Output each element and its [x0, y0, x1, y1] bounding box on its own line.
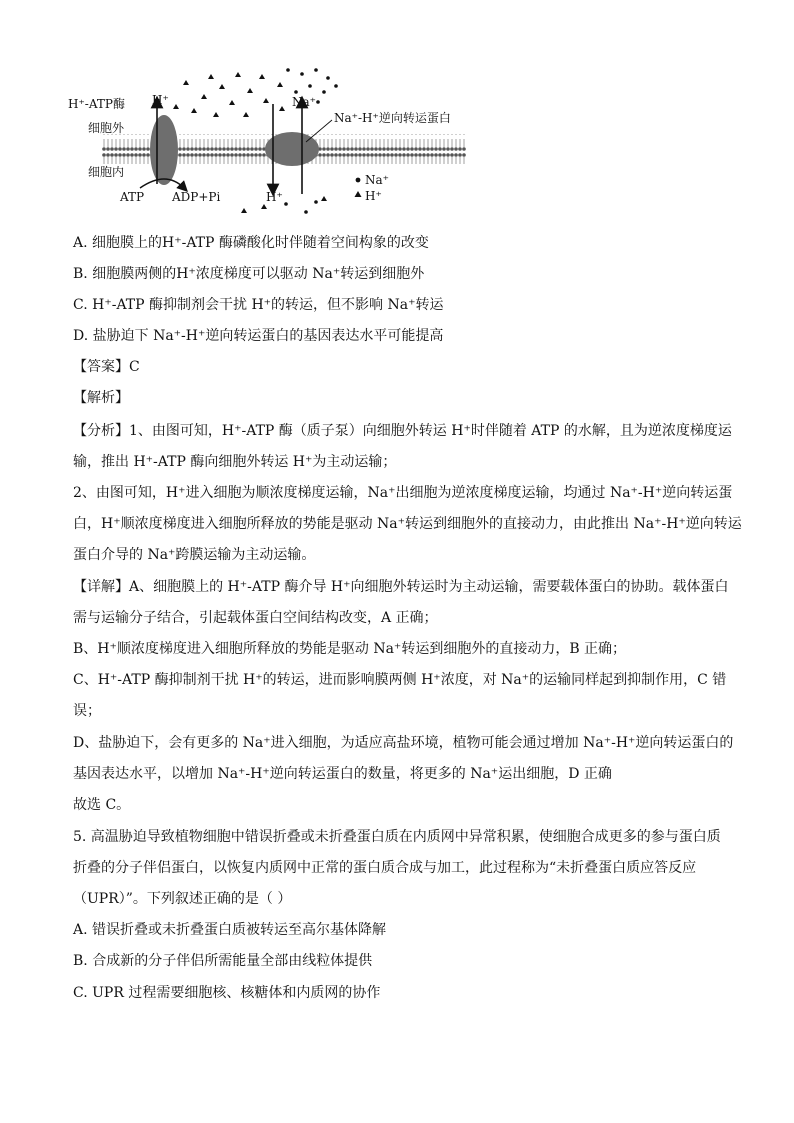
- legend-h-triangle: [355, 191, 362, 197]
- option-a: A. 细胞膜上的H⁺-ATP 酶磷酸化时伴随着空间构象的改变: [73, 235, 429, 251]
- detail-line-7: 基因表达水平，以增加 Na⁺-H⁺逆向转运蛋白的数量，将更多的 Na⁺运出细胞，D 正确: [73, 766, 612, 782]
- h-atpase-protein: [150, 115, 178, 185]
- question5-line-1: 5. 高温胁迫导致植物细胞中错误折叠或未折叠蛋白质在内质网中异常积累，使细胞合成更多的参与蛋白质: [73, 829, 721, 845]
- detail-line-2: 需与运输分子结合，引起载体蛋白空间结构改变，A 正确；: [73, 610, 438, 626]
- inside-label: 细胞内: [88, 165, 125, 179]
- option-c: C. H⁺-ATP 酶抑制剂会干扰 H⁺的转运，但不影响 Na⁺转运: [73, 297, 444, 313]
- ions-inside: [241, 196, 327, 214]
- question5-option-a: A. 错误折叠或未折叠蛋白质被转运至高尔基体降解: [73, 922, 387, 938]
- legend-h-label: H⁺: [365, 189, 382, 203]
- analysis-line-4: 白，H⁺顺浓度梯度进入细胞所释放的势能是驱动 Na⁺转运到细胞外的直接动力，由此推出 Na⁺-H⁺逆向转运: [73, 516, 742, 532]
- answer-line: 【答案】C: [73, 359, 140, 375]
- detail-line-5: 误；: [73, 703, 101, 719]
- question5-line-2: 折叠的分子伴侣蛋白，以恢复内质网中正常的蛋白质合成与加工，此过程称为“未折叠蛋白质应答反应: [73, 860, 697, 876]
- analysis-line-3: 2、由图可知，H⁺进入细胞为顺浓度梯度运输，Na⁺出细胞为逆浓度梯度运输，均通过 Na⁺-H⁺逆向转运蛋: [73, 485, 733, 501]
- h-top-label: H⁺: [152, 93, 169, 107]
- detail-line-3: B、H⁺顺浓度梯度进入细胞所释放的势能是驱动 Na⁺转运到细胞外的直接动力，B 正确；: [73, 641, 627, 657]
- na-top-label: Na⁺: [292, 95, 316, 109]
- legend-na-dot: [356, 178, 361, 183]
- analysis-heading: 【解析】: [73, 390, 129, 406]
- legend-na-label: Na⁺: [365, 173, 389, 187]
- h-ions-outside: [173, 72, 285, 117]
- analysis-line-5: 蛋白介导的 Na⁺跨膜运输为主动运输。: [73, 547, 316, 563]
- option-b: B. 细胞膜两侧的H⁺浓度梯度可以驱动 Na⁺转运到细胞外: [73, 266, 425, 282]
- antiporter-label: Na⁺-H⁺逆向转运蛋白: [334, 111, 451, 125]
- detail-line-4: C、H⁺-ATP 酶抑制剂干扰 H⁺的转运，进而影响膜两侧 H⁺浓度，对 Na⁺的运输同样起到抑制作用，C 错: [73, 672, 727, 688]
- enzyme-label: H⁺-ATP酶: [68, 97, 125, 111]
- outside-label: 细胞外: [88, 121, 125, 135]
- membrane-transport-diagram: [66, 62, 466, 220]
- conclusion-line: 故选 C。: [73, 797, 131, 813]
- question5-option-b: B. 合成新的分子伴侣所需能量全部由线粒体提供: [73, 953, 373, 969]
- detail-line-6: D、盐胁迫下，会有更多的 Na⁺进入细胞，为适应高盐环境，植物可能会通过增加 Na⁺-H⁺逆向转运蛋白的: [73, 735, 734, 751]
- analysis-line-2: 输，推出 H⁺-ATP 酶向细胞外转运 H⁺为主动运输；: [73, 454, 397, 470]
- question5-line-3: （UPR）”。下列叙述正确的是（ ）: [73, 891, 292, 907]
- option-d: D. 盐胁迫下 Na⁺-H⁺逆向转运蛋白的基因表达水平可能提高: [73, 328, 444, 344]
- h-bottom-label: H⁺: [266, 190, 283, 204]
- analysis-line-1: 【分析】1、由图可知，H⁺-ATP 酶（质子泵）向细胞外转运 H⁺时伴随着 ATP 的水解，且为逆浓度梯度运: [73, 423, 732, 439]
- atp-label: ATP: [120, 190, 145, 204]
- adp-label: ADP+Pi: [172, 190, 221, 204]
- detail-line-1: 【详解】A、细胞膜上的 H⁺-ATP 酶介导 H⁺向细胞外转运时为主动运输，需要载体蛋白的协助。载体蛋白: [73, 579, 729, 595]
- question5-option-c: C. UPR 过程需要细胞核、核糖体和内质网的协作: [73, 985, 381, 1001]
